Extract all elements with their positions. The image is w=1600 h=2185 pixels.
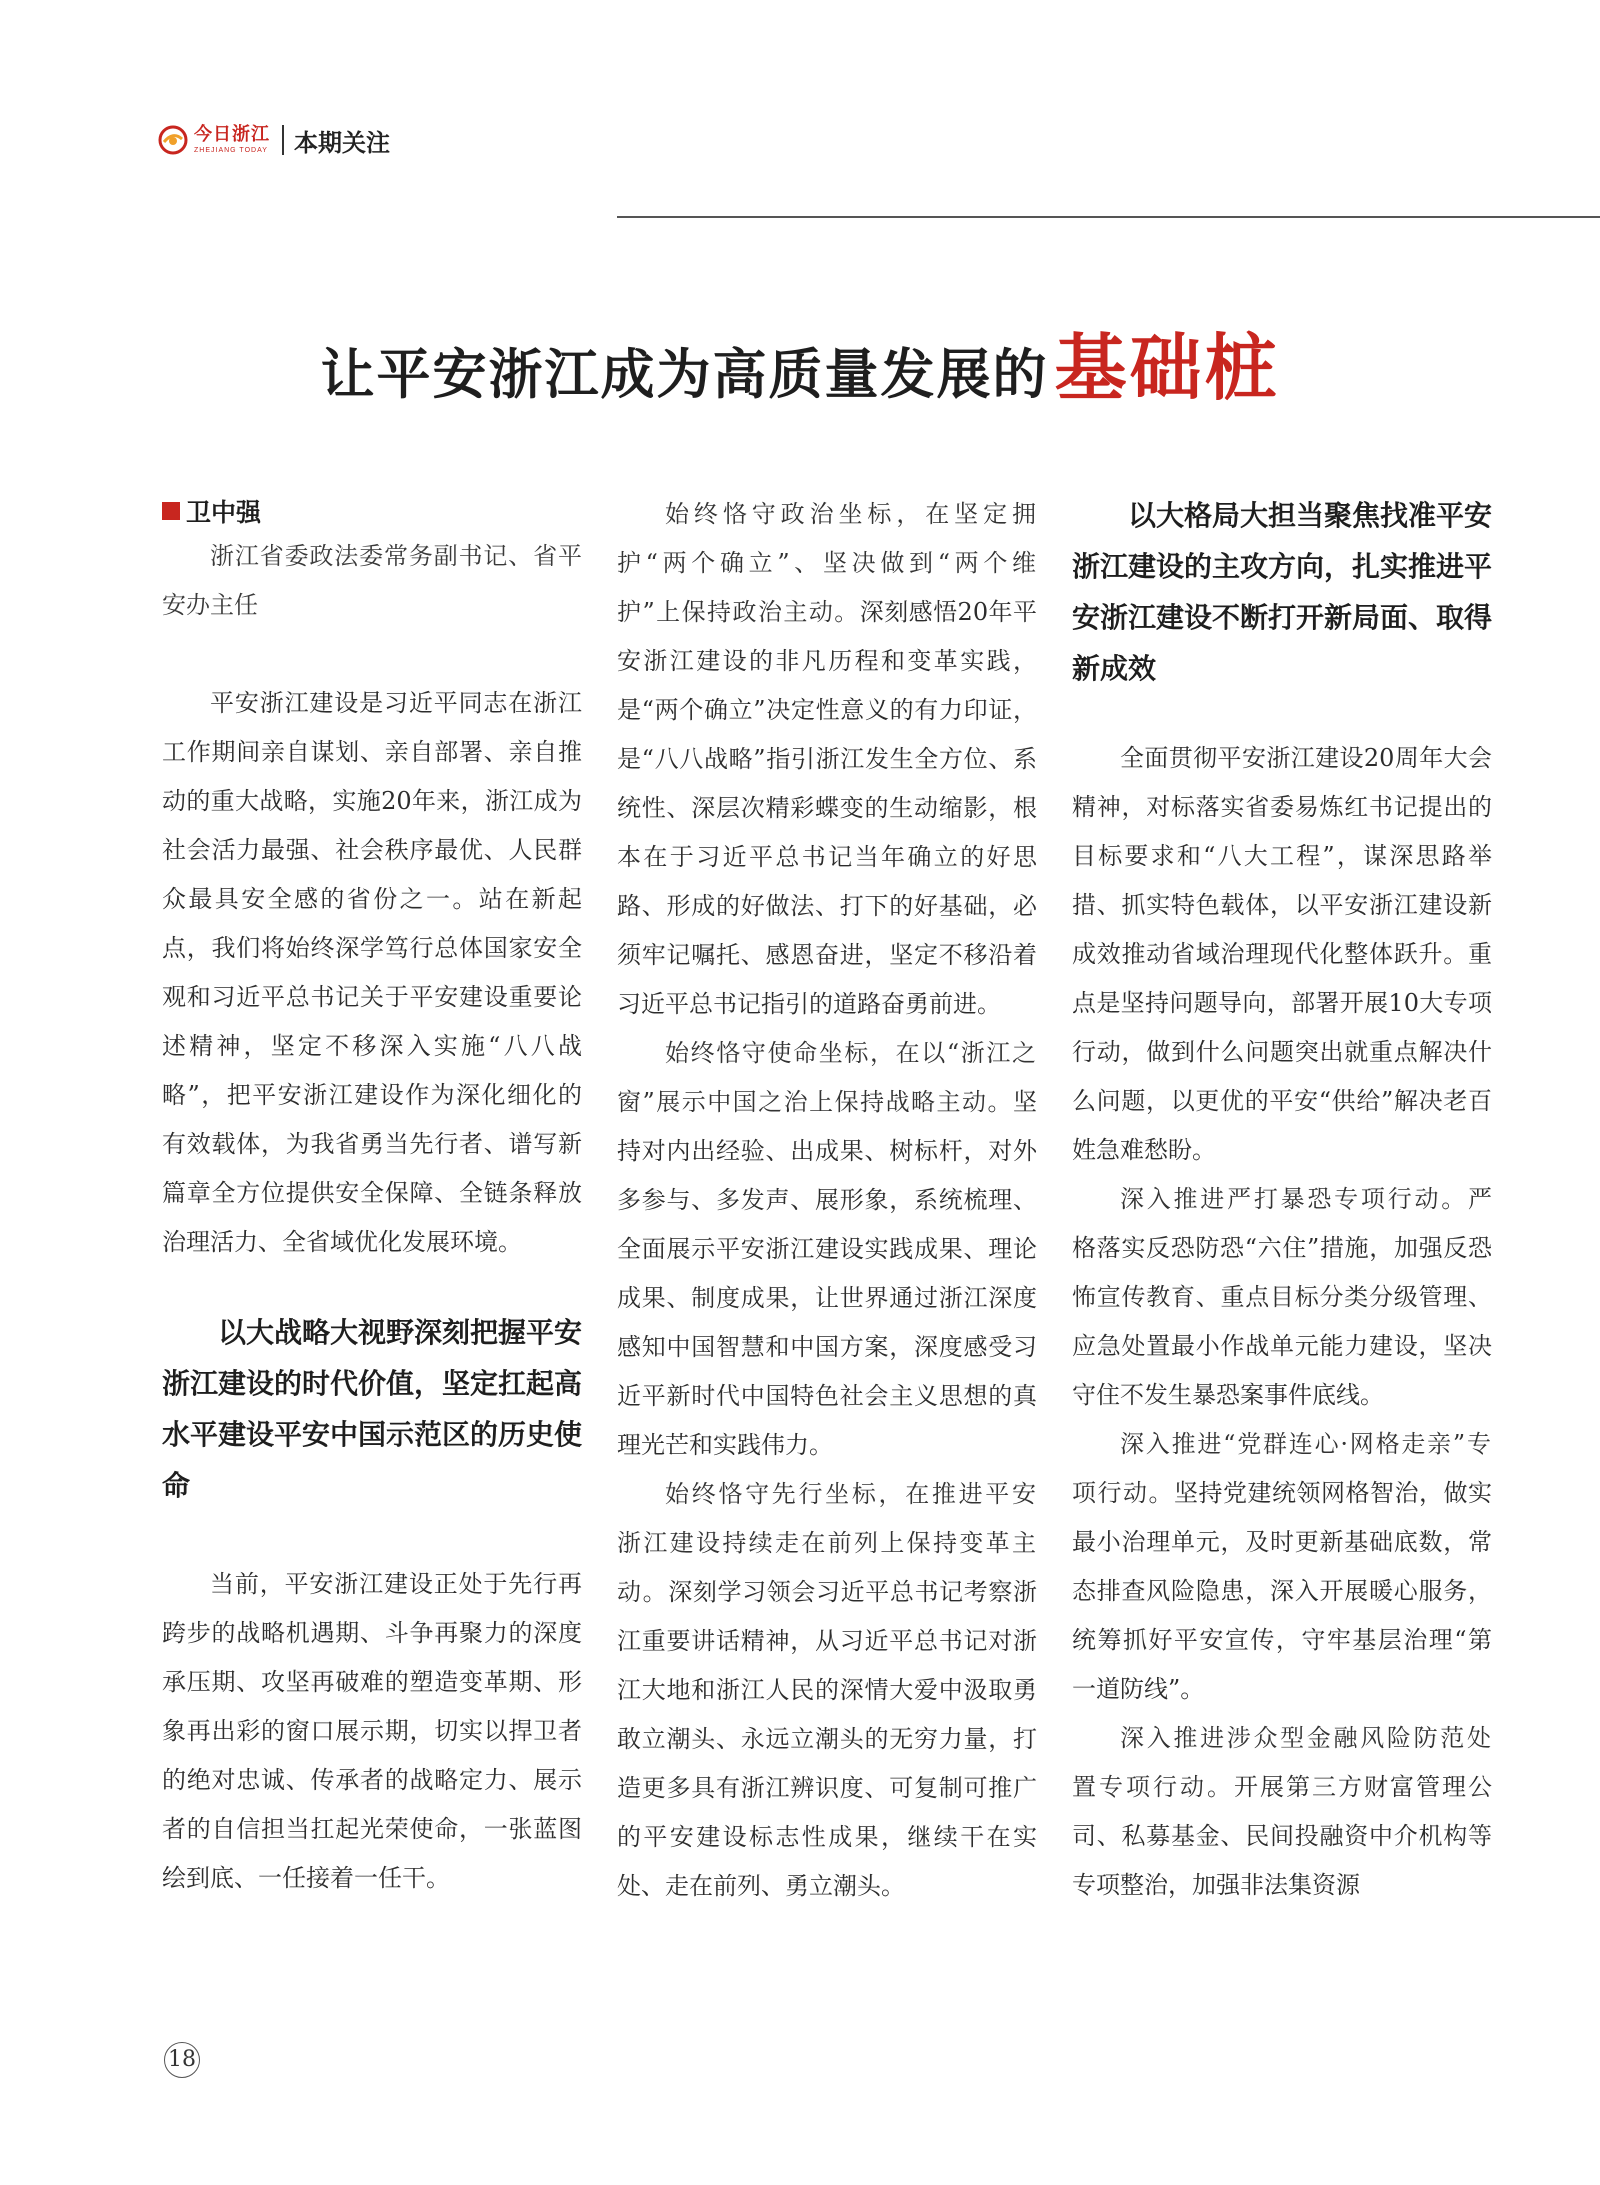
column-2 — [617, 490, 1037, 1911]
logo-english: ZHEJIANG TODAY — [194, 147, 268, 154]
paragraph-body: 深刻感悟20年平安浙江建设的非凡历程和变革实践，是“两个确立”决定性意义的有力印证，是“八八战略”指引浙江发生全方位、系统性、深层次精彩蝶变的生动缩影，根本在于习近平总书记当年确立的好思路、形成的好做法、打下的好基础，必须牢记嘱托、感恩奋进，坚定不移沿着习近平总书记指引的道路奋勇前进。 — [617, 598, 1037, 1018]
paragraph-body: 严格落实反恐防恐“六住”措施，加强反恐怖宣传教育、重点目标分类分级管理、应急处置最小作战单元能力建设，坚决守住不发生暴恐案事件底线。 — [1072, 1185, 1492, 1409]
paragraph — [1072, 1420, 1492, 1714]
paragraph: 当前，平安浙江建设正处于先行再跨步的战略机遇期、斗争再聚力的深度承压期、攻坚再破难的塑造变革期、形象再出彩的窗口展示期，切实以捍卫者的绝对忠诚、传承者的战略定力、展示者的自信担当扛起光荣使命，一张蓝图绘到底、一任接着一任干。 — [162, 1570, 582, 1892]
paragraph-body: 坚持对内出经验、出成果、树标杆，对外多参与、多发声、展形象，系统梳理、全面展示平安浙江建设实践成果、理论成果、制度成果，让世界通过浙江深度感知中国智慧和中国方案，深度感受习近平新时代中国特色社会主义思想的真理光芒和实践伟力。 — [617, 1088, 1037, 1459]
paragraph-lead: 始终恪守使命坐标，在以“浙江之窗”展示中国之治上保持战略主动。 — [617, 1039, 1037, 1116]
paragraph — [1072, 1714, 1492, 1910]
section-name: 本期关注 — [294, 128, 390, 157]
header-divider — [282, 125, 284, 155]
author-role: 浙江省委政法委常务副书记、省平安办主任 — [162, 542, 582, 619]
paragraph-body: 坚持党建统领网格智治，做实最小治理单元，及时更新基础底数，常态排查风险隐患，深入开展暖心服务，统筹抓好平安宣传，守牢基层治理“第一道防线”。 — [1072, 1479, 1492, 1703]
top-rule — [617, 216, 1600, 218]
paragraph-lead: 始终恪守政治坐标，在坚定拥护“两个确立”、坚决做到“两个维护”上保持政治主动。 — [617, 500, 1037, 626]
page-number: 18 — [164, 2042, 200, 2078]
paragraph-body: 深刻学习领会习近平总书记考察浙江重要讲话精神，从习近平总书记对浙江大地和浙江人民的深情大爱中汲取勇敢立潮头、永远立潮头的无穷力量，打造更多具有浙江辨识度、可复制可推广的平安建设标志性成果，继续干在实处、走在前列、勇立潮头。 — [617, 1578, 1037, 1900]
logo-swirl-icon — [158, 125, 188, 155]
intro-paragraph: 平安浙江建设是习近平同志在浙江工作期间亲自谋划、亲自部署、亲自推动的重大战略，实施20年来，浙江成为社会活力最强、社会秩序最优、人民群众最具安全感的省份之一。站在新起点，我们将始终深学笃行总体国家安全观和习近平总书记关于平安建设重要论述精神，坚定不移深入实施“八八战略”，把平安浙江建设作为深化细化的有效载体，为我省勇当先行者、谱写新篇章全方位提供安全保障、全链条释放治理活力、全省域优化发展环境。 — [162, 689, 582, 1256]
paragraph — [1072, 1175, 1492, 1420]
title-accent: 基础桩 — [1054, 326, 1280, 410]
column-1 — [162, 490, 582, 1903]
logo-chinese: 今日浙江 — [194, 124, 270, 145]
title-main: 让平安浙江成为高质量发展的 — [320, 342, 1049, 406]
author-name: 卫中强 — [186, 498, 262, 527]
article-title — [0, 310, 1600, 414]
author-marker-icon — [162, 502, 180, 520]
paragraph-lead: 深入推进严打暴恐专项行动。 — [1120, 1185, 1468, 1213]
section-heading-2: 以大格局大担当聚焦找准平安浙江建设的主攻方向，扎实推进平安浙江建设不断打开新局面、取得新成效 — [1072, 499, 1493, 685]
paragraph-lead: 深入推进“党群连心·网格走亲”专项行动。 — [1072, 1430, 1492, 1507]
paragraph-lead: 深入推进涉众型金融风险防范处置专项行动。 — [1072, 1724, 1492, 1801]
section-heading-1: 以大战略大视野深刻把握平安浙江建设的时代价值，坚定扛起高水平建设平安中国示范区的历史使命 — [162, 1316, 583, 1502]
author-line — [162, 490, 582, 532]
paragraph: 全面贯彻平安浙江建设20周年大会精神，对标落实省委易炼红书记提出的目标要求和“八大工程”，谋深思路举措、抓实特色载体，以平安浙江建设新成效推动省域治理现代化整体跃升。重点是坚持问题导向，部署开展10大专项行动，做到什么问题突出就重点解决什么问题，以更优的平安“供给”解决老百姓急难愁盼。 — [1072, 744, 1492, 1164]
logo-text — [194, 126, 270, 154]
paragraph — [617, 1470, 1037, 1911]
page-header — [158, 118, 390, 162]
paragraph-body: 开展第三方财富管理公司、私募基金、民间投融资中介机构等专项整治，加强非法集资源 — [1072, 1773, 1492, 1899]
paragraph — [617, 1029, 1037, 1470]
paragraph — [617, 490, 1037, 1029]
paragraph-lead: 始终恪守先行坐标，在推进平安浙江建设持续走在前列上保持变革主动。 — [617, 1480, 1037, 1606]
column-3 — [1072, 490, 1492, 1910]
